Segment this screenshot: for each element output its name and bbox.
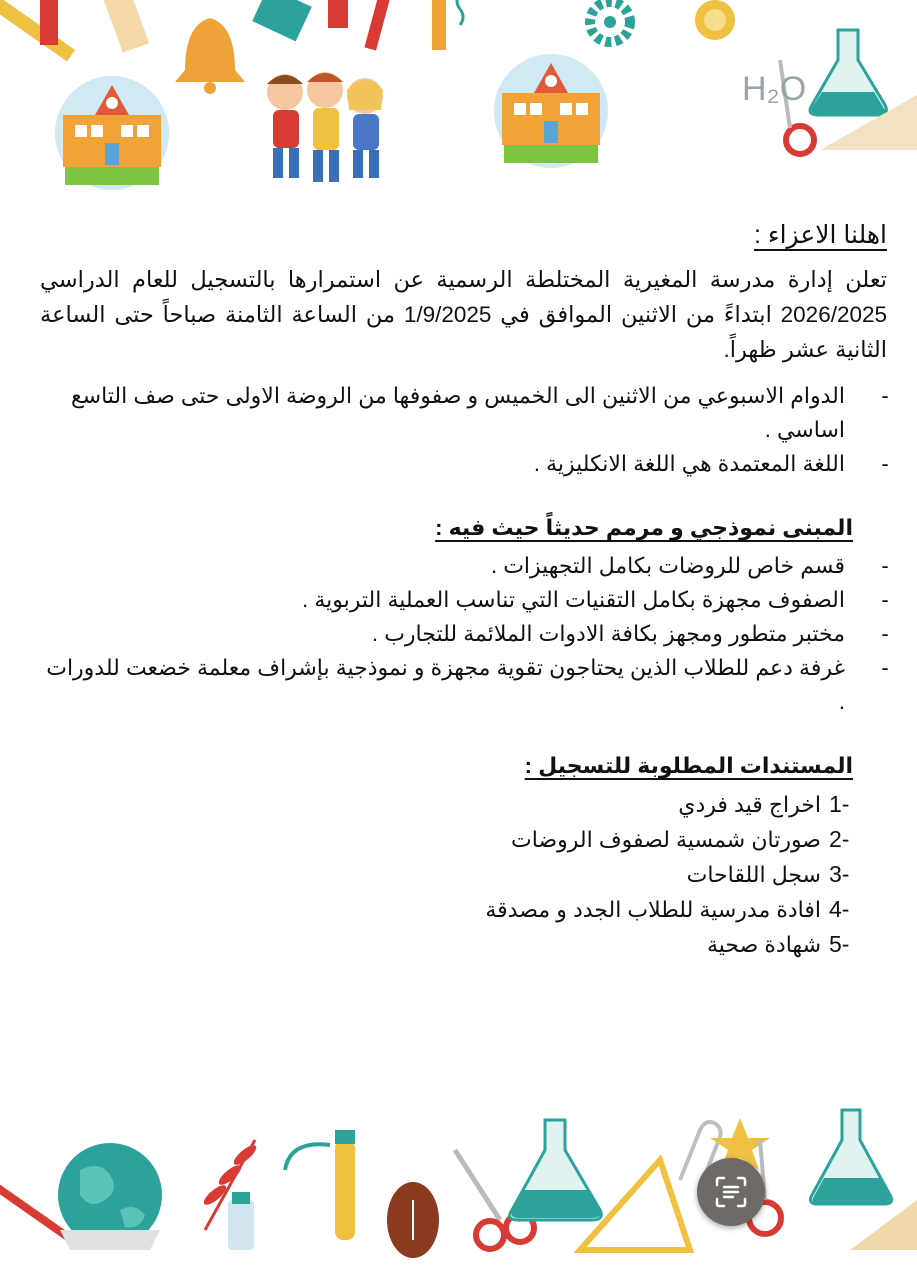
top-decoration: [0, 0, 917, 200]
required-documents-list: [40, 787, 887, 962]
glue-stick-icon: [228, 1192, 254, 1250]
globe-icon: [58, 1143, 162, 1250]
ruler-icon: [99, 0, 149, 53]
gear-icon: [590, 2, 630, 42]
football-icon: [387, 1182, 439, 1258]
documents-heading: المستندات المطلوبة للتسجيل :: [524, 753, 853, 778]
medal-icon: [695, 0, 735, 40]
running-kids-icon: [267, 72, 383, 182]
list-item: [40, 822, 887, 857]
list-item: [40, 787, 887, 822]
list-item: [40, 892, 887, 927]
svg-text:H₂O: H₂O: [742, 70, 807, 108]
pencil-icon: [328, 0, 392, 51]
list-item: [40, 857, 887, 892]
item-text: اخراج قيد فردي: [678, 792, 821, 817]
list-item: - غرفة دعم للطلاب الذين يحتاجون تقوية مجهزة و نموذجية بإشراف معلمة خضعت للدورات .: [40, 651, 853, 719]
item-number: 1-: [829, 791, 850, 817]
item-text: شهادة صحية: [706, 932, 821, 957]
list-item: - الدوام الاسبوعي من الاثنين الى الخميس و صفوفها من الروضة الاولى حتى صف التاسع اساسي .: [40, 379, 853, 447]
book-icon: [252, 0, 312, 41]
list-item: - اللغة المعتمدة هي اللغة الانكليزية .: [40, 447, 853, 481]
item-text: افادة مدرسية للطلاب الجدد و مصدقة: [485, 897, 821, 922]
list-item: - مختبر متطور ومجهز بكافة الادوات الملائمة للتجارب .: [40, 617, 853, 651]
item-number: 3-: [829, 861, 850, 887]
ruler-icon: [432, 0, 463, 50]
list-item: - قسم خاص للروضات بكامل التجهيزات .: [40, 549, 853, 583]
pencil-icon: [0, 0, 75, 61]
item-number: 2-: [829, 826, 850, 852]
flask-icon: [510, 1120, 602, 1220]
intro-paragraph: تعلن إدارة مدرسة المغيرية المختلطة الرسمية عن استمرارها بالتسجيل للعام الدراسي 2026/2025 ابتداءً من الاثنين الموافق في 1/9/2025 من الساعة الثامنة صباحاً حتى الساعة الثانية عشر ظهراً.: [40, 267, 888, 362]
item-number: 4-: [829, 896, 850, 922]
item-number: 5-: [829, 931, 850, 957]
bell-icon: [175, 18, 245, 94]
list-item: - الصفوف مجهزة بكامل التقنيات التي تناسب العملية التربوية .: [40, 583, 853, 617]
school-building-icon: [55, 76, 169, 190]
announcement-body: [40, 218, 887, 962]
ruler-icon: [850, 1200, 917, 1250]
general-points-list: [40, 379, 887, 481]
test-tube-icon: [285, 1130, 355, 1240]
building-heading: المبنى نموذجي و مرمم حديثاً حيث فيه :: [435, 515, 853, 540]
h2o-text: [742, 70, 806, 108]
flask-icon: [810, 1110, 891, 1204]
item-text: صورتان شمسية لصفوف الروضات: [511, 827, 821, 852]
flask-icon: [810, 30, 886, 115]
school-building-icon: [494, 54, 608, 168]
text-scan-icon: [714, 1175, 748, 1209]
bottom-decoration: [0, 1100, 917, 1260]
scan-text-button[interactable]: [697, 1158, 765, 1226]
building-features-list: [40, 549, 887, 719]
greeting-heading: اهلنا الاعزاء :: [753, 221, 887, 249]
list-item: [40, 927, 887, 962]
item-text: سجل اللقاحات: [686, 862, 821, 887]
